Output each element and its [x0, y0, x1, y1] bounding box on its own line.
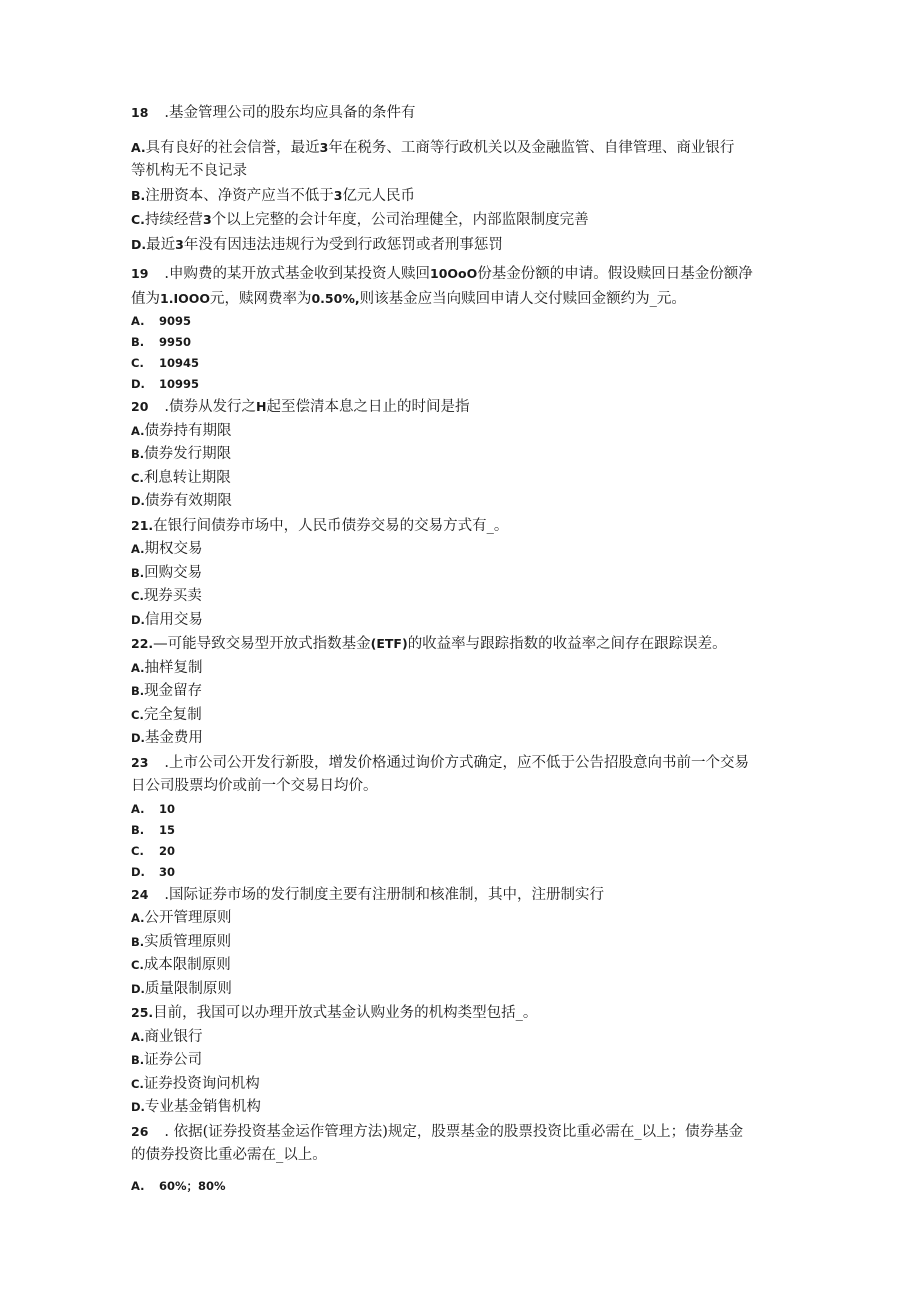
question-24: 24 .国际证券市场的发行制度主要有注册制和核准制，其中，注册制实行 [131, 886, 605, 903]
option-c: C. 20 [131, 843, 176, 858]
option-list [131, 1176, 791, 1197]
question-20: 20 .债券从发行之H起至偿清本息之日止的时间是指 [131, 399, 470, 415]
option-d: D.质量限制原则 [131, 980, 232, 997]
option-d: D.基金费用 [131, 730, 203, 746]
question-23: 23 .上市公司公开发行新股，增发价格通过询价方式确定，应不低于公告招股意向书前一个交易 日公司股票均价或前一个交易日均价。 [131, 754, 750, 794]
option-a: A.债券持有期限 [131, 422, 232, 439]
option-a: A. 10 [131, 801, 176, 816]
question-number: 18 [131, 105, 149, 120]
question-19: 19 .申购费的某开放式基金收到某投资人赎回10OoO份基金份额的申请。假设赎回日基金份额净 值为1.IOOO元，赎网费率为0.50%,则该基金应当向赎回申请人交付赎回金额约为_元。 [131, 266, 753, 307]
option-a: A.公开管理原则 [131, 910, 232, 926]
option-c: C.现券买卖 [131, 588, 202, 604]
option-b: B.债券发行期限 [131, 446, 232, 462]
question-21: 21.在银行间债券市场中，人民币债券交易的交易方式有_。 [131, 517, 509, 534]
option-list [131, 799, 791, 883]
option-a: A.抽样复制 [131, 659, 203, 676]
option-list [131, 311, 791, 395]
option-b: B.回购交易 [131, 564, 203, 581]
option-b: B.现金留存 [131, 683, 203, 699]
option-d: D. 10995 [131, 377, 200, 391]
option-c: C.持续经营3个以上完整的会计年度，公司治理健全，内部监限制度完善 [131, 212, 589, 228]
option-a: A. 9095 [131, 314, 192, 328]
option-b: B.注册资本、净资产应当不低于3亿元人民币 [131, 187, 415, 204]
option-c: C. 10945 [131, 356, 200, 370]
option-b: B. 15 [131, 822, 176, 837]
question-22: 22.—可能导致交易型开放式指数基金(ETF)的收益率与跟踪指数的收益率之间存在跟踪误差。 [131, 636, 727, 652]
option-d: D.最近3年没有因违法违规行为受到行政惩罚或者刑事惩罚 [131, 236, 503, 253]
option-d: D. 30 [131, 864, 176, 879]
document-page [131, 101, 791, 1197]
option-c: C.利息转让期限 [131, 469, 231, 486]
question-26: 26 . 依据(证券投资基金运作管理方法)规定，股票基金的股票投资比重必需在_以上；债券基金 的债券投资比重必需在_以上。 [131, 1123, 744, 1163]
question-25: 25.目前，我国可以办理开放式基金认购业务的机构类型包括_。 [131, 1005, 538, 1021]
option-d: D.专业基金销售机构 [131, 1099, 261, 1115]
option-b: B.证券公司 [131, 1052, 203, 1068]
option-a: A.具有良好的社会信誉，最近3年在税务、工商等行政机关以及金融监管、自律管理、商业银行 等机构无不良记录 [131, 139, 735, 179]
question-text: .基金管理公司的股东均应具备的条件有 [164, 105, 416, 121]
option-b: B. 9950 [131, 335, 192, 349]
option-c: C.成本限制原则 [131, 957, 231, 973]
option-b: B.实质管理原则 [131, 933, 232, 950]
question-18 [131, 101, 791, 126]
option-a: A.商业银行 [131, 1028, 203, 1045]
option-c: C.证券投资询问机构 [131, 1075, 260, 1092]
option-a: A. 60%；80% [131, 1178, 226, 1193]
option-c: C.完全复制 [131, 706, 202, 723]
option-a: A.期权交易 [131, 541, 203, 557]
option-d: D.信用交易 [131, 611, 203, 628]
option-d: D.债券有效期限 [131, 493, 232, 509]
